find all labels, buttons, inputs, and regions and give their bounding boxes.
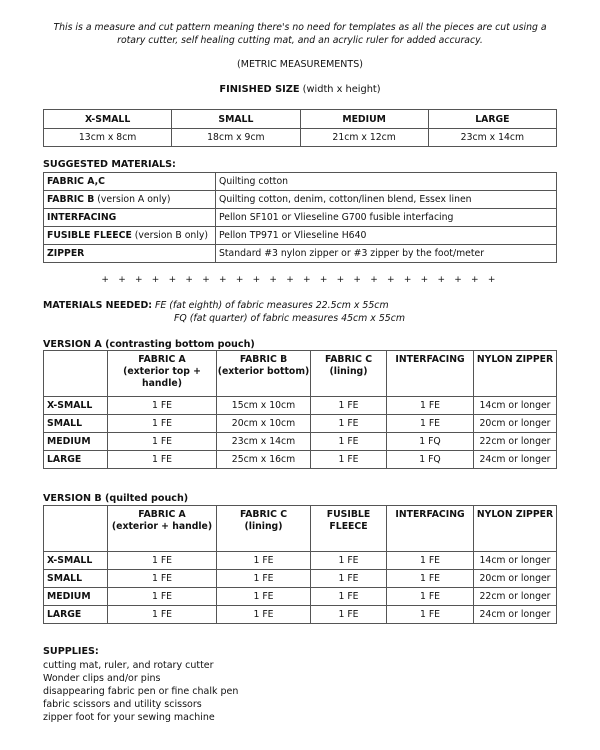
list-item: zipper foot for your sewing machine <box>43 712 215 723</box>
materials-needed-label: MATERIALS NEEDED: <box>43 300 152 311</box>
size-header-xsmall: X-SMALL <box>44 110 172 129</box>
cell: 1 FQ <box>387 433 474 451</box>
row-label: MEDIUM <box>44 433 108 451</box>
cell: 1 FE <box>387 588 474 606</box>
corner-cell <box>44 351 108 397</box>
list-item: cutting mat, ruler, and rotary cutter <box>43 660 214 671</box>
corner-cell <box>44 506 108 552</box>
separator: + + + + + + + + + + + + + + + + + + + + + + + + <box>101 275 499 285</box>
row-label: SMALL <box>44 570 108 588</box>
size-value-large: 23cm x 14cm <box>428 129 556 147</box>
material-value: Pellon TP971 or Vlieseline H640 <box>216 227 557 245</box>
cell: 1 FE <box>311 415 387 433</box>
header-fabric-c: FABRIC C (lining) <box>311 351 387 397</box>
finished-size-heading <box>0 84 600 95</box>
cell: 1 FE <box>387 606 474 624</box>
metric-label: (METRIC MEASUREMENTS) <box>237 59 363 70</box>
cell: 14cm or longer <box>474 552 557 570</box>
cell: 22cm or longer <box>474 588 557 606</box>
table-row <box>44 227 557 245</box>
row-label: X-SMALL <box>44 397 108 415</box>
cell: 1 FE <box>108 397 217 415</box>
table-row <box>44 552 557 570</box>
row-label: X-SMALL <box>44 552 108 570</box>
size-value-small: 18cm x 9cm <box>172 129 300 147</box>
header-interfacing: INTERFACING <box>387 506 474 552</box>
cell: 1 FE <box>108 415 217 433</box>
cell: 1 FE <box>311 433 387 451</box>
size-value-medium: 21cm x 12cm <box>300 129 428 147</box>
material-key: FUSIBLE FLEECE (version B only) <box>44 227 216 245</box>
cell: 14cm or longer <box>474 397 557 415</box>
table-row <box>44 397 557 415</box>
cell: 1 FE <box>108 588 217 606</box>
row-label: LARGE <box>44 451 108 469</box>
size-header-small: SMALL <box>172 110 300 129</box>
cell: 1 FQ <box>387 451 474 469</box>
cell: 1 FE <box>217 552 311 570</box>
table-row <box>44 433 557 451</box>
finished-size-table <box>43 109 557 147</box>
cell: 1 FE <box>217 606 311 624</box>
cell: 1 FE <box>311 552 387 570</box>
header-fabric-b: FABRIC B (exterior bottom) <box>217 351 311 397</box>
version-b-table <box>43 505 557 624</box>
size-header-medium: MEDIUM <box>300 110 428 129</box>
finished-size-rest: (width x height) <box>299 84 381 95</box>
table-row <box>44 209 557 227</box>
cell: 1 FE <box>311 606 387 624</box>
table-row <box>44 570 557 588</box>
row-label: SMALL <box>44 415 108 433</box>
table-row <box>44 415 557 433</box>
cell: 1 FE <box>387 570 474 588</box>
list-item: fabric scissors and utility scissors <box>43 699 202 710</box>
cell: 1 FE <box>311 588 387 606</box>
version-a-table <box>43 350 557 469</box>
version-b-title: VERSION B (quilted pouch) <box>43 493 189 504</box>
header-nylon-zipper: NYLON ZIPPER <box>474 506 557 552</box>
header-fabric-c: FABRIC C (lining) <box>217 506 311 552</box>
list-item: disappearing fabric pen or fine chalk pen <box>43 686 239 697</box>
material-value: Quilting cotton, denim, cotton/linen blend, Essex linen <box>216 191 557 209</box>
cell: 15cm x 10cm <box>217 397 311 415</box>
cell: 1 FE <box>108 606 217 624</box>
row-label: LARGE <box>44 606 108 624</box>
cell: 1 FE <box>108 433 217 451</box>
cell: 1 FE <box>311 570 387 588</box>
cell: 1 FE <box>108 451 217 469</box>
table-row <box>44 606 557 624</box>
cell: 1 FE <box>108 570 217 588</box>
material-key: FABRIC A,C <box>44 173 216 191</box>
header-fusible-fleece: FUSIBLE FLEECE <box>311 506 387 552</box>
table-row <box>44 588 557 606</box>
cell: 25cm x 16cm <box>217 451 311 469</box>
cell: 1 FE <box>387 397 474 415</box>
version-a-title: VERSION A (contrasting bottom pouch) <box>43 339 255 350</box>
header-nylon-zipper: NYLON ZIPPER <box>474 351 557 397</box>
supplies-title: SUPPLIES: <box>43 646 99 657</box>
header-fabric-a: FABRIC A (exterior top + handle) <box>108 351 217 397</box>
material-key: INTERFACING <box>44 209 216 227</box>
materials-needed <box>43 300 389 311</box>
intro-text: This is a measure and cut pattern meaning there's no need for templates as all the pieces are cut using a rotary cutter, self healing cutting mat, and an acrylic ruler for added accuracy. <box>53 22 547 46</box>
cell: 1 FE <box>108 552 217 570</box>
cell: 24cm or longer <box>474 606 557 624</box>
suggested-materials-table <box>43 172 557 263</box>
cell: 1 FE <box>217 588 311 606</box>
row-label: MEDIUM <box>44 588 108 606</box>
material-key: FABRIC B (version A only) <box>44 191 216 209</box>
header-interfacing: INTERFACING <box>387 351 474 397</box>
cell: 20cm or longer <box>474 570 557 588</box>
cell: 1 FE <box>311 451 387 469</box>
table-row <box>44 191 557 209</box>
cell: 20cm x 10cm <box>217 415 311 433</box>
size-value-xsmall: 13cm x 8cm <box>44 129 172 147</box>
cell: 1 FE <box>387 415 474 433</box>
list-item: Wonder clips and/or pins <box>43 673 161 684</box>
table-row <box>44 245 557 263</box>
cell: 20cm or longer <box>474 415 557 433</box>
suggested-materials-title: SUGGESTED MATERIALS: <box>43 159 176 170</box>
size-header-large: LARGE <box>428 110 556 129</box>
cell: 23cm x 14cm <box>217 433 311 451</box>
material-value: Quilting cotton <box>216 173 557 191</box>
cell: 22cm or longer <box>474 433 557 451</box>
material-value: Pellon SF101 or Vlieseline G700 fusible interfacing <box>216 209 557 227</box>
table-row <box>44 451 557 469</box>
materials-needed-line1: FE (fat eighth) of fabric measures 22.5cm x 55cm <box>151 300 389 311</box>
cell: 1 FE <box>217 570 311 588</box>
material-value: Standard #3 nylon zipper or #3 zipper by the foot/meter <box>216 245 557 263</box>
header-fabric-a: FABRIC A (exterior + handle) <box>108 506 217 552</box>
materials-needed-line2: FQ (fat quarter) of fabric measures 45cm x 55cm <box>174 313 406 324</box>
cell: 1 FE <box>311 397 387 415</box>
cell: 24cm or longer <box>474 451 557 469</box>
finished-size-bold: FINISHED SIZE <box>219 84 300 95</box>
cell: 1 FE <box>387 552 474 570</box>
material-key: ZIPPER <box>44 245 216 263</box>
table-row <box>44 173 557 191</box>
